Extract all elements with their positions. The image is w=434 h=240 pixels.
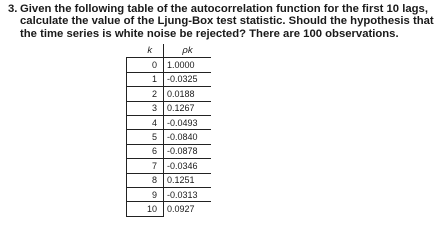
table-row bbox=[127, 144, 212, 158]
lag-cell: 0 bbox=[127, 58, 164, 72]
lag-cell: 10 bbox=[127, 202, 164, 216]
autocorrelation-cell: 0.0927 bbox=[164, 202, 212, 216]
table-header-row bbox=[127, 44, 212, 58]
autocorrelation-cell: 0.0188 bbox=[164, 87, 212, 101]
lag-cell: 5 bbox=[127, 130, 164, 144]
autocorrelation-table bbox=[126, 44, 211, 217]
table-row bbox=[127, 87, 212, 101]
table-row bbox=[127, 101, 212, 115]
table-row bbox=[127, 202, 212, 216]
question-block bbox=[8, 3, 434, 40]
table-row bbox=[127, 130, 212, 144]
header-k: k bbox=[127, 44, 164, 58]
lag-cell: 8 bbox=[127, 173, 164, 187]
question-line: calculate the value of the Ljung-Box test statistic. Should the hypothesis that bbox=[20, 15, 434, 28]
question-number: 3. bbox=[8, 3, 18, 15]
autocorrelation-cell: 1.0000 bbox=[167, 60, 195, 71]
table-row bbox=[127, 58, 212, 72]
lag-cell: 6 bbox=[127, 144, 164, 158]
question-text bbox=[20, 3, 434, 40]
autocorrelation-cell: -0.0346 bbox=[164, 159, 212, 173]
question-line: Given the following table of the autocorrelation function for the first 10 lags, bbox=[20, 3, 428, 15]
table-row bbox=[127, 159, 212, 173]
autocorrelation-cell: -0.0325 bbox=[164, 72, 212, 86]
lag-cell: 2 bbox=[127, 87, 164, 101]
lag-cell: 4 bbox=[127, 115, 164, 129]
autocorrelation-cell: -0.0493 bbox=[164, 115, 212, 129]
table-row bbox=[127, 115, 212, 129]
question-line: the time series is white noise be rejected? There are 100 observations. bbox=[20, 27, 399, 40]
lag-cell: 1 bbox=[127, 72, 164, 86]
autocorrelation-cell: -0.0840 bbox=[164, 130, 212, 144]
header-rho: ρk bbox=[164, 44, 212, 58]
table-row bbox=[127, 72, 212, 86]
lag-cell: 3 bbox=[127, 101, 164, 115]
autocorrelation-cell: -0.0313 bbox=[164, 187, 212, 201]
table-row bbox=[127, 173, 212, 187]
table-row bbox=[127, 187, 212, 201]
autocorrelation-cell: 0.1267 bbox=[164, 101, 212, 115]
lag-cell: 7 bbox=[127, 159, 164, 173]
table-body bbox=[127, 58, 212, 216]
autocorrelation-cell: 0.1251 bbox=[164, 173, 212, 187]
autocorrelation-cell: -0.0878 bbox=[164, 144, 212, 158]
lag-cell: 9 bbox=[127, 187, 164, 201]
